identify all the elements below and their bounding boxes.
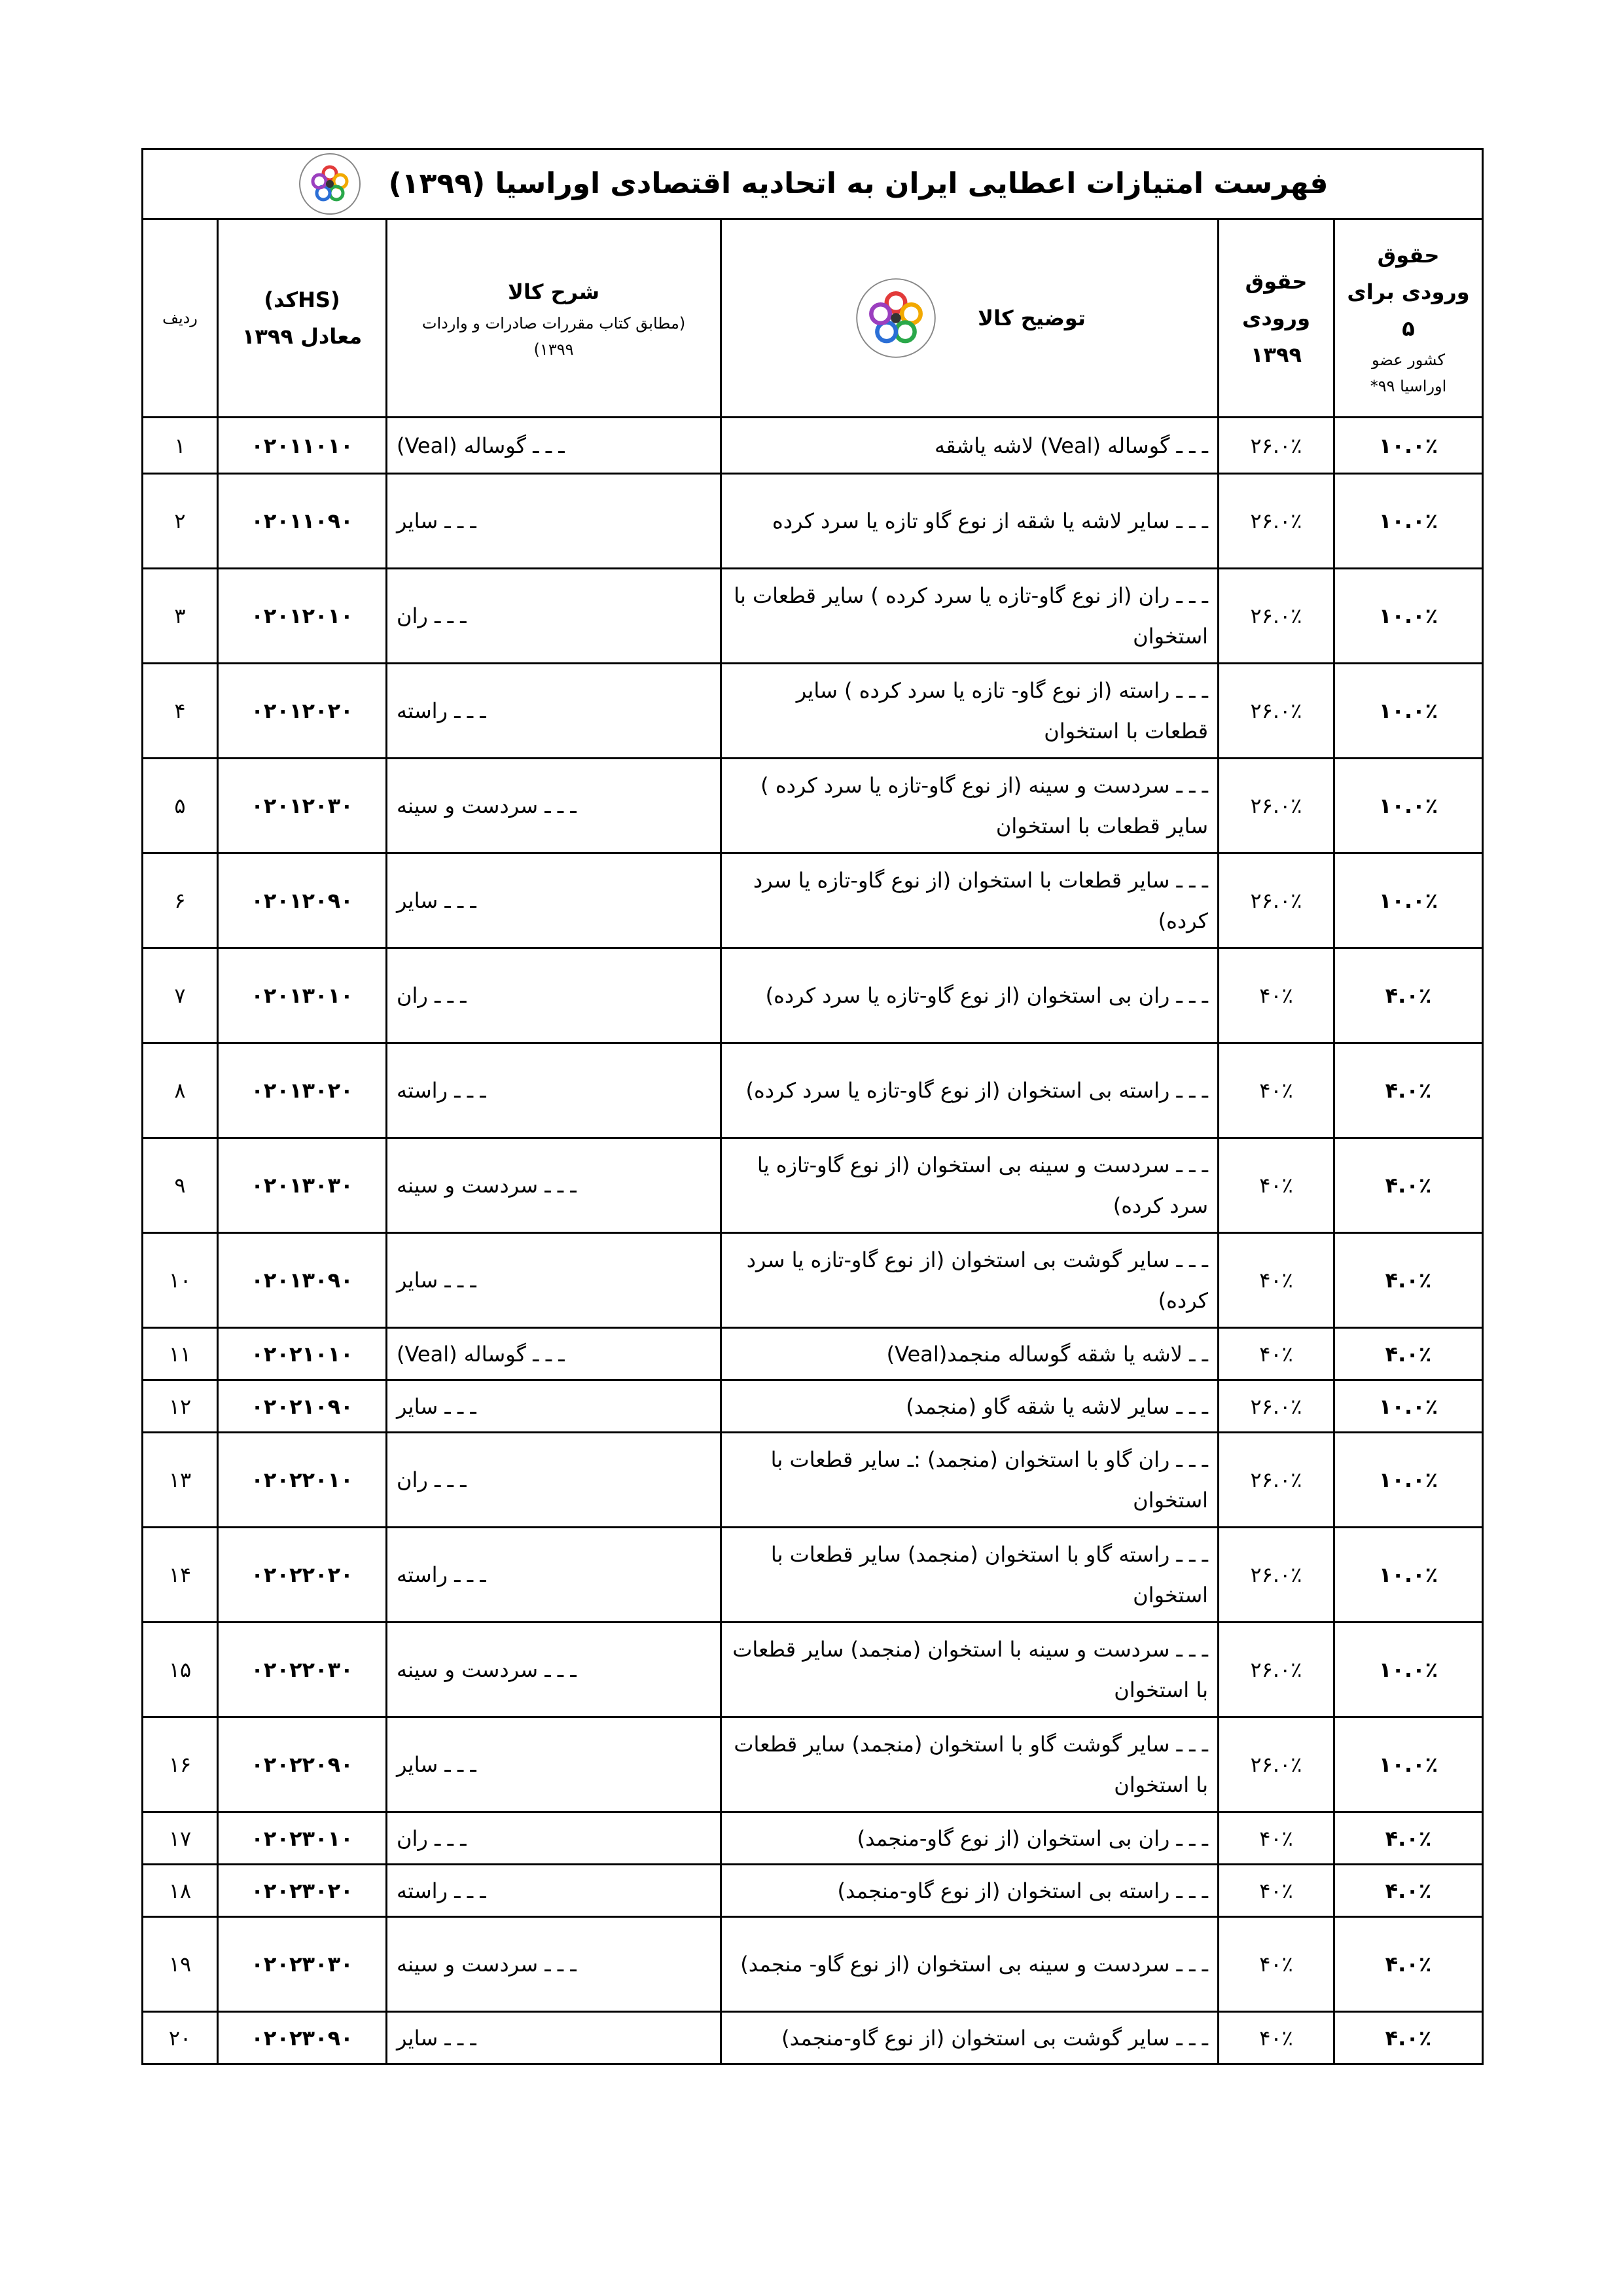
header-description-label: توضیح کالا — [978, 306, 1086, 331]
description-cell: ـ ـ ـ راسته گاو با استخوان (منجمد) سایر قطعات با استخوان — [721, 1528, 1219, 1623]
duty-cell: ۴۰٪ — [1219, 2012, 1334, 2064]
description-cell: ـ ـ ـ راسته بی استخوان (از نوع گاو-تازه یا سرد کرده) — [721, 1043, 1219, 1138]
radif-cell: ۱۰ — [143, 1233, 218, 1328]
tariff-table — [141, 148, 1484, 2065]
header-sharh — [387, 219, 721, 418]
radif-cell: ۵ — [143, 759, 218, 853]
header-eaeu-duty — [1334, 219, 1483, 418]
radif-cell: ۱۷ — [143, 1812, 218, 1865]
sharh-cell: ـ ـ ـ ران — [387, 1433, 721, 1528]
header-sharh-note: (مطابق کتاب مقررات صادرات و واردات — [421, 314, 686, 332]
hs-code-cell: ۰۲۰۱۳۰۳۰ — [218, 1138, 387, 1233]
header-hs-code — [218, 219, 387, 418]
hs-code-cell: ۰۲۰۲۲۰۱۰ — [218, 1433, 387, 1528]
table-row — [143, 1328, 1483, 1380]
eaeu-duty-cell: ۱۰.۰٪ — [1334, 1528, 1483, 1623]
eaeu-duty-cell: ۱۰.۰٪ — [1334, 474, 1483, 569]
hs-code-cell: ۰۲۰۲۳۰۲۰ — [218, 1865, 387, 1917]
eaeu-duty-cell: ۱۰.۰٪ — [1334, 1623, 1483, 1717]
eaeu-duty-cell: ۴.۰٪ — [1334, 2012, 1483, 2064]
duty-cell: ۴۰٪ — [1219, 1917, 1334, 2012]
table-row — [143, 1233, 1483, 1328]
duty-cell: ۲۶.۰٪ — [1219, 1528, 1334, 1623]
header-eaeu-line: کشور عضو — [1372, 351, 1445, 369]
description-cell: ـ ـ ـ سایر لاشه یا شقه گاو (منجمد) — [721, 1380, 1219, 1433]
header-duty-line: ورودی — [1242, 306, 1310, 331]
table-row — [143, 418, 1483, 474]
header-duty-line: حقوق — [1245, 269, 1308, 294]
sharh-cell: ـ ـ ـ سردست و سینه — [387, 1623, 721, 1717]
table-row — [143, 1043, 1483, 1138]
radif-cell: ۹ — [143, 1138, 218, 1233]
table-row — [143, 1433, 1483, 1528]
sharh-cell: ـ ـ ـ سایر — [387, 1380, 721, 1433]
eaeu-duty-cell: ۱۰.۰٪ — [1334, 1380, 1483, 1433]
hs-code-cell: ۰۲۰۲۲۰۲۰ — [218, 1528, 387, 1623]
sharh-cell: ـ ـ ـ سایر — [387, 474, 721, 569]
hs-code-cell: ۰۲۰۱۲۰۹۰ — [218, 853, 387, 948]
eaeu-duty-cell: ۱۰.۰٪ — [1334, 853, 1483, 948]
description-cell: ـ ـ ـ سایر گوشت گاو با استخوان (منجمد) سایر قطعات با استخوان — [721, 1717, 1219, 1812]
description-cell: ـ ـ ـ گوساله (Veal) لاشه یاشقه — [721, 418, 1219, 474]
table-row — [143, 664, 1483, 759]
duty-cell: ۴۰٪ — [1219, 1812, 1334, 1865]
duty-cell: ۴۰٪ — [1219, 1043, 1334, 1138]
duty-cell: ۲۶.۰٪ — [1219, 569, 1334, 664]
eaeu-duty-cell: ۴.۰٪ — [1334, 1328, 1483, 1380]
description-cell: ـ ـ ـ ران (از نوع گاو-تازه یا سرد کرده ) سایر قطعات با استخوان — [721, 569, 1219, 664]
duty-cell: ۲۶.۰٪ — [1219, 664, 1334, 759]
hs-code-cell: ۰۲۰۲۲۰۹۰ — [218, 1717, 387, 1812]
duty-cell: ۴۰٪ — [1219, 1328, 1334, 1380]
sharh-cell: ـ ـ ـ راسته — [387, 1043, 721, 1138]
duty-cell: ۲۶.۰٪ — [1219, 474, 1334, 569]
hs-code-cell: ۰۲۰۲۳۰۹۰ — [218, 2012, 387, 2064]
title-row — [143, 149, 1483, 219]
sharh-cell: ـ ـ ـ ران — [387, 569, 721, 664]
hs-code-cell: ۰۲۰۱۱۰۱۰ — [218, 418, 387, 474]
hs-code-cell: ۰۲۰۲۳۰۳۰ — [218, 1917, 387, 2012]
header-eaeu-line: حقوق — [1377, 243, 1440, 268]
radif-cell: ۱۶ — [143, 1717, 218, 1812]
radif-cell: ۶ — [143, 853, 218, 948]
eaeu-duty-cell: ۴.۰٪ — [1334, 1043, 1483, 1138]
sharh-cell: ـ ـ ـ سایر — [387, 2012, 721, 2064]
description-cell: ـ ـ ـ سایر گوشت بی استخوان (از نوع گاو-منجمد) — [721, 2012, 1219, 2064]
eaeu-duty-cell: ۴.۰٪ — [1334, 1812, 1483, 1865]
header-row — [143, 219, 1483, 418]
radif-cell: ۸ — [143, 1043, 218, 1138]
duty-cell: ۲۶.۰٪ — [1219, 759, 1334, 853]
sharh-cell: ـ ـ ـ راسته — [387, 664, 721, 759]
sharh-cell: ـ ـ ـ گوساله (Veal) — [387, 1328, 721, 1380]
radif-cell: ۱۹ — [143, 1917, 218, 2012]
hs-code-cell: ۰۲۰۱۳۰۱۰ — [218, 948, 387, 1043]
tpo-logo-icon — [853, 276, 938, 361]
eaeu-duty-cell: ۱۰.۰٪ — [1334, 1433, 1483, 1528]
duty-cell: ۲۶.۰٪ — [1219, 853, 1334, 948]
eaeu-duty-cell: ۴.۰٪ — [1334, 1865, 1483, 1917]
radif-cell: ۷ — [143, 948, 218, 1043]
radif-cell: ۲ — [143, 474, 218, 569]
eaeu-duty-cell: ۱۰.۰٪ — [1334, 418, 1483, 474]
description-cell: ـ ـ لاشه یا شقه گوساله منجمد(Veal) — [721, 1328, 1219, 1380]
description-cell: ـ ـ ـ سایر لاشه یا شقه از نوع گاو تازه یا سرد کرده — [721, 474, 1219, 569]
header-eaeu-line: ورودی برای ۵ — [1347, 279, 1470, 341]
sharh-cell: ـ ـ ـ سردست و سینه — [387, 1917, 721, 2012]
duty-cell: ۲۶.۰٪ — [1219, 1380, 1334, 1433]
duty-cell: ۴۰٪ — [1219, 1233, 1334, 1328]
sharh-cell: ـ ـ ـ ران — [387, 948, 721, 1043]
radif-cell: ۴ — [143, 664, 218, 759]
header-radif-label: ردیف — [162, 309, 198, 327]
table-body — [143, 418, 1483, 2064]
hs-code-cell: ۰۲۰۱۳۰۲۰ — [218, 1043, 387, 1138]
eaeu-duty-cell: ۱۰.۰٪ — [1334, 1717, 1483, 1812]
sharh-cell: ـ ـ ـ راسته — [387, 1528, 721, 1623]
table-row — [143, 1917, 1483, 2012]
radif-cell: ۱۳ — [143, 1433, 218, 1528]
table-row — [143, 1528, 1483, 1623]
eaeu-duty-cell: ۴.۰٪ — [1334, 948, 1483, 1043]
sharh-cell: ـ ـ ـ سایر — [387, 1233, 721, 1328]
duty-cell: ۲۶.۰٪ — [1219, 1623, 1334, 1717]
description-cell: ـ ـ ـ سایر گوشت بی استخوان (از نوع گاو-تازه یا سرد کرده) — [721, 1233, 1219, 1328]
radif-cell: ۱۵ — [143, 1623, 218, 1717]
sharh-cell: ـ ـ ـ گوساله (Veal) — [387, 418, 721, 474]
radif-cell: ۲۰ — [143, 2012, 218, 2064]
description-cell: ـ ـ ـ سایر قطعات با استخوان (از نوع گاو-تازه یا سرد کرده) — [721, 853, 1219, 948]
duty-cell: ۴۰٪ — [1219, 1865, 1334, 1917]
eaeu-duty-cell: ۴.۰٪ — [1334, 1233, 1483, 1328]
duty-cell: ۲۶.۰٪ — [1219, 1433, 1334, 1528]
table-row — [143, 1623, 1483, 1717]
description-cell: ـ ـ ـ ران بی استخوان (از نوع گاو-منجمد) — [721, 1812, 1219, 1865]
table-row — [143, 1717, 1483, 1812]
hs-code-cell: ۰۲۰۱۲۰۲۰ — [218, 664, 387, 759]
header-duty-1399 — [1219, 219, 1334, 418]
table-row — [143, 1812, 1483, 1865]
header-radif — [143, 219, 218, 418]
hs-code-cell: ۰۲۰۲۱۰۱۰ — [218, 1328, 387, 1380]
description-cell: ـ ـ ـ ران گاو با استخوان (منجمد) :ـ سایر قطعات با استخوان — [721, 1433, 1219, 1528]
radif-cell: ۱۱ — [143, 1328, 218, 1380]
description-cell: ـ ـ ـ راسته (از نوع گاو- تازه یا سرد کرده ) سایر قطعات با استخوان — [721, 664, 1219, 759]
sharh-cell: ـ ـ ـ سایر — [387, 853, 721, 948]
radif-cell: ۱ — [143, 418, 218, 474]
table-row — [143, 759, 1483, 853]
header-hs-line: معادل ۱۳۹۹ — [241, 324, 363, 349]
eaeu-duty-cell: ۱۰.۰٪ — [1334, 664, 1483, 759]
radif-cell: ۱۲ — [143, 1380, 218, 1433]
sharh-cell: ـ ـ ـ سایر — [387, 1717, 721, 1812]
duty-cell: ۴۰٪ — [1219, 1138, 1334, 1233]
table-row — [143, 474, 1483, 569]
header-description — [721, 219, 1219, 418]
radif-cell: ۱۴ — [143, 1528, 218, 1623]
hs-code-cell: ۰۲۰۱۳۰۹۰ — [218, 1233, 387, 1328]
duty-cell: ۲۶.۰٪ — [1219, 418, 1334, 474]
page-title: فهرست امتیازات اعطایی ایران به اتحادیه اقتصادی اوراسیا (۱۳۹۹) — [388, 167, 1329, 200]
eaeu-duty-cell: ۱۰.۰٪ — [1334, 569, 1483, 664]
table-row — [143, 853, 1483, 948]
header-duty-line: ۱۳۹۹ — [1250, 342, 1302, 367]
hs-code-cell: ۰۲۰۲۳۰۱۰ — [218, 1812, 387, 1865]
description-cell: ـ ـ ـ ران بی استخوان (از نوع گاو-تازه یا سرد کرده) — [721, 948, 1219, 1043]
sharh-cell: ـ ـ ـ راسته — [387, 1865, 721, 1917]
sharh-cell: ـ ـ ـ سردست و سینه — [387, 759, 721, 853]
eaeu-duty-cell: ۴.۰٪ — [1334, 1917, 1483, 2012]
table-row — [143, 1380, 1483, 1433]
tpo-logo-icon — [297, 151, 363, 217]
description-cell: ـ ـ ـ سردست و سینه (از نوع گاو-تازه یا سرد کرده ) سایر قطعات با استخوان — [721, 759, 1219, 853]
hs-code-cell: ۰۲۰۲۲۰۳۰ — [218, 1623, 387, 1717]
eaeu-duty-cell: ۱۰.۰٪ — [1334, 759, 1483, 853]
description-cell: ـ ـ ـ سردست و سینه با استخوان (منجمد) سایر قطعات با استخوان — [721, 1623, 1219, 1717]
eaeu-duty-cell: ۴.۰٪ — [1334, 1138, 1483, 1233]
table-row — [143, 1138, 1483, 1233]
radif-cell: ۳ — [143, 569, 218, 664]
description-cell: ـ ـ ـ سردست و سینه بی استخوان (از نوع گاو- منجمد) — [721, 1917, 1219, 2012]
table-row — [143, 1865, 1483, 1917]
description-cell: ـ ـ ـ راسته بی استخوان (از نوع گاو-منجمد) — [721, 1865, 1219, 1917]
duty-cell: ۲۶.۰٪ — [1219, 1717, 1334, 1812]
table-row — [143, 569, 1483, 664]
table-row — [143, 948, 1483, 1043]
header-hs-line: (HSکد) — [264, 287, 340, 312]
sharh-cell: ـ ـ ـ ران — [387, 1812, 721, 1865]
header-eaeu-line: اوراسیا ۹۹* — [1370, 377, 1447, 395]
hs-code-cell: ۰۲۰۱۲۰۱۰ — [218, 569, 387, 664]
radif-cell: ۱۸ — [143, 1865, 218, 1917]
title-cell — [143, 149, 1483, 219]
header-sharh-note: ۱۳۹۹) — [533, 340, 574, 359]
hs-code-cell: ۰۲۰۱۲۰۳۰ — [218, 759, 387, 853]
description-cell: ـ ـ ـ سردست و سینه بی استخوان (از نوع گاو-تازه یا سرد کرده) — [721, 1138, 1219, 1233]
sharh-cell: ـ ـ ـ سردست و سینه — [387, 1138, 721, 1233]
table-row — [143, 2012, 1483, 2064]
duty-cell: ۴۰٪ — [1219, 948, 1334, 1043]
hs-code-cell: ۰۲۰۱۱۰۹۰ — [218, 474, 387, 569]
header-sharh-label: شرح کالا — [508, 279, 600, 304]
hs-code-cell: ۰۲۰۲۱۰۹۰ — [218, 1380, 387, 1433]
